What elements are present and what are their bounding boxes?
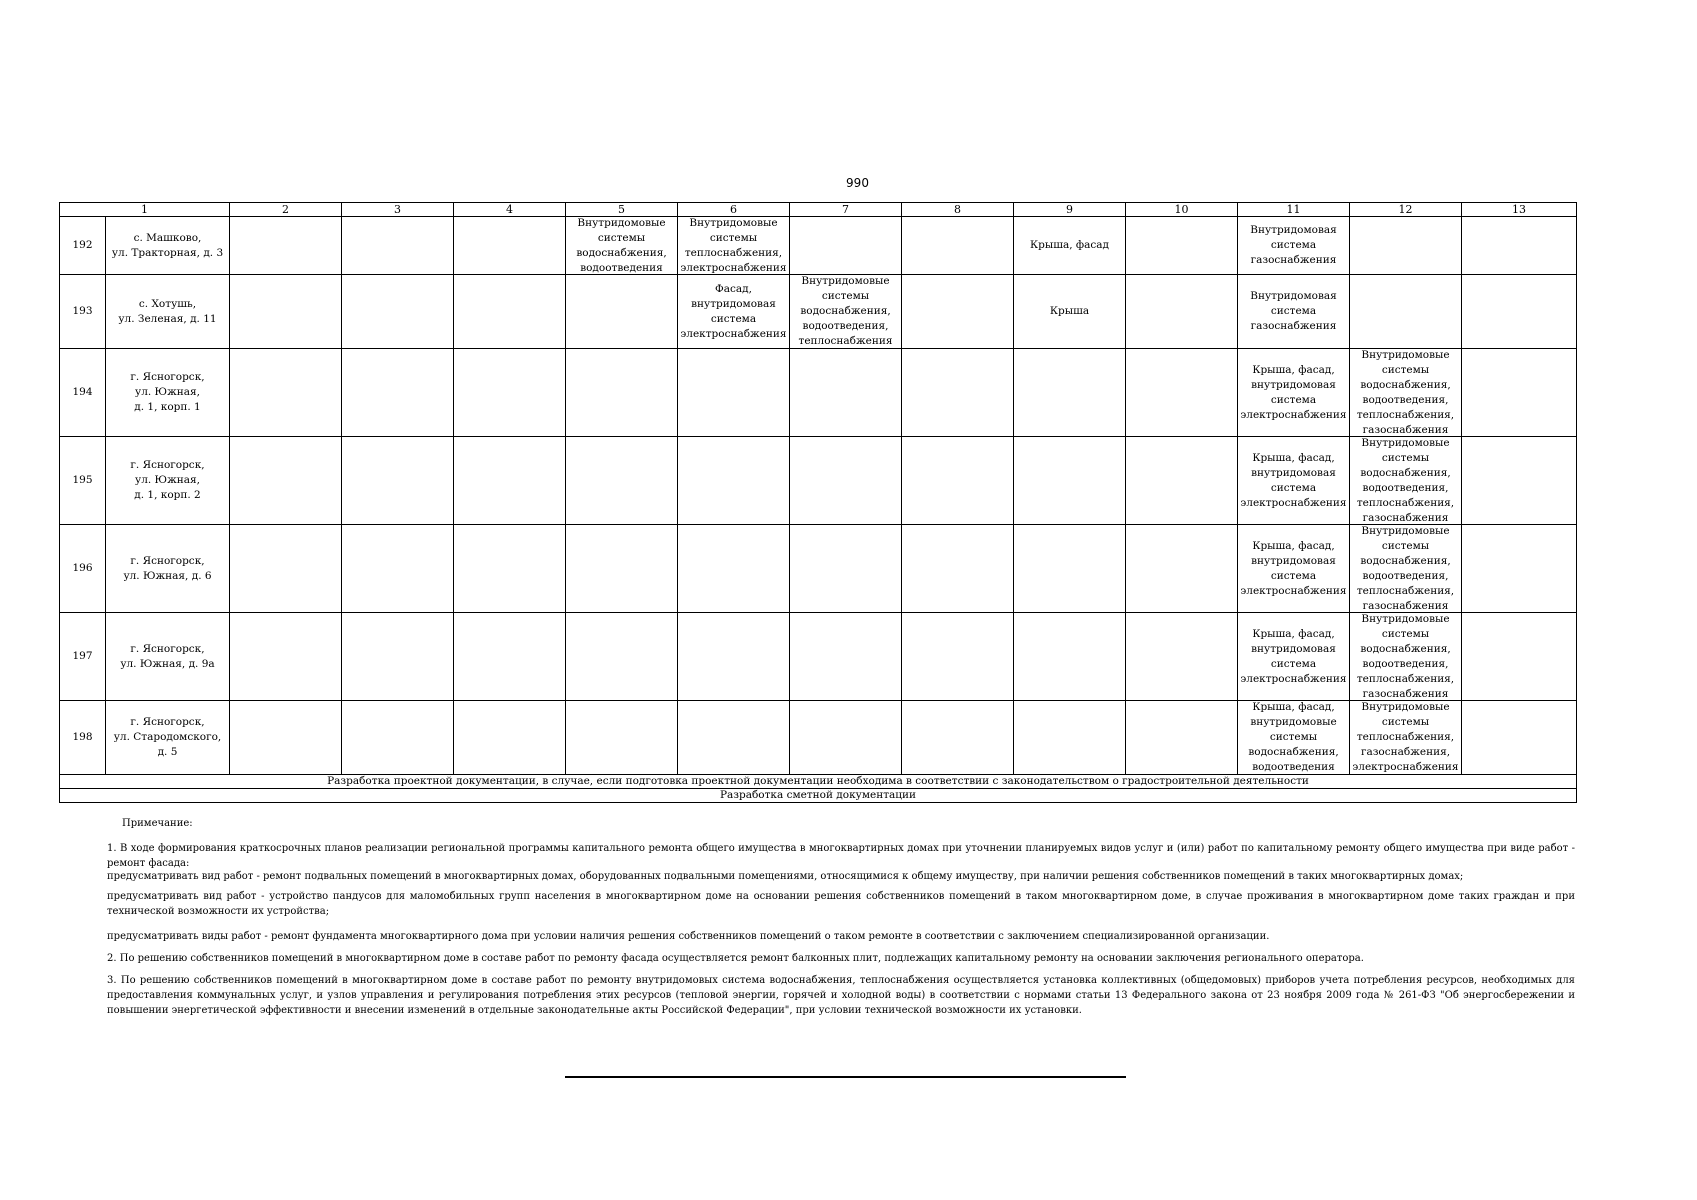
- work-type-cell: [1238, 437, 1350, 525]
- work-type-cell: [1126, 613, 1238, 701]
- work-type-cell: [1462, 613, 1577, 701]
- row-number-cell: [60, 275, 106, 349]
- cell-text: 196: [72, 562, 93, 574]
- work-type-cell: [1014, 349, 1126, 437]
- column-header: 9: [1014, 203, 1126, 217]
- table-footer: [60, 775, 1577, 803]
- cell-text: г. Ясногорск, ул. Южная, д. 1, корп. 2: [130, 459, 205, 501]
- work-type-cell: [678, 525, 790, 613]
- work-type-cell: [790, 525, 902, 613]
- cell-text: 193: [72, 305, 93, 317]
- work-type-cell: [902, 437, 1014, 525]
- row-number-cell: [60, 701, 106, 775]
- page-number: 990: [846, 176, 869, 190]
- cell-text: Крыша, фасад, внутридомовая система электроснабжения: [1240, 627, 1347, 685]
- column-header: 3: [342, 203, 454, 217]
- work-type-cell: [454, 349, 566, 437]
- design-documentation-row: Разработка проектной документации, в случае, если подготовка проектной документации необходима в соответствии с законодательством о градостроительной деятельности: [60, 775, 1577, 789]
- work-type-cell: [1126, 275, 1238, 349]
- work-type-cell: [1462, 349, 1577, 437]
- address-cell: [106, 217, 230, 275]
- cell-text: Крыша, фасад, внутридомовая система электроснабжения: [1240, 451, 1347, 509]
- cell-text: с. Машково, ул. Тракторная, д. 3: [111, 231, 224, 259]
- column-header: 1: [60, 203, 230, 217]
- cell-text: Внутридомовые системы водоснабжения, водоотведения, теплоснабжения, газоснабжения: [1356, 525, 1455, 612]
- note-paragraph: предусматривать вид работ - ремонт подвальных помещений в многоквартирных домах, оборудованных подвальными помещениями, относящимися к общему имуществу, при наличии решения собственников помещений в таких многоквартирных домах;: [107, 871, 1464, 882]
- work-type-cell: [1238, 613, 1350, 701]
- cell-text: Внутридомовые системы теплоснабжения, газоснабжения, электроснабжения: [1352, 701, 1459, 773]
- column-header: 7: [790, 203, 902, 217]
- work-type-cell: [566, 217, 678, 275]
- work-type-cell: [902, 275, 1014, 349]
- address-cell: [106, 613, 230, 701]
- row-number-cell: [60, 349, 106, 437]
- work-type-cell: [1350, 437, 1462, 525]
- work-type-cell: [1126, 701, 1238, 775]
- row-number-cell: [60, 525, 106, 613]
- table-row: [60, 217, 1577, 275]
- work-type-cell: [454, 275, 566, 349]
- work-type-cell: [454, 217, 566, 275]
- work-type-cell: [1238, 701, 1350, 775]
- work-type-cell: [1014, 525, 1126, 613]
- cell-text: Внутридомовая система газоснабжения: [1250, 290, 1337, 332]
- work-type-cell: [790, 275, 902, 349]
- work-type-cell: [1350, 701, 1462, 775]
- cell-text: Внутридомовые системы теплоснабжения, электроснабжения: [680, 217, 787, 274]
- work-type-cell: [566, 613, 678, 701]
- column-header: 11: [1238, 203, 1350, 217]
- notes-heading: Примечание:: [122, 818, 193, 829]
- cell-text: Крыша, фасад, внутридомовая система электроснабжения: [1240, 539, 1347, 597]
- cell-text: Крыша, фасад, внутридомовые системы водоснабжения, водоотведения: [1248, 701, 1339, 773]
- column-header: 4: [454, 203, 566, 217]
- cell-text: Крыша, фасад, внутридомовая система электроснабжения: [1240, 363, 1347, 421]
- column-header: 2: [230, 203, 342, 217]
- cell-text: Внутридомовая система газоснабжения: [1250, 224, 1337, 266]
- cell-text: Внутридомовые системы водоснабжения, водоотведения, теплоснабжения, газоснабжения: [1356, 437, 1455, 524]
- work-type-cell: [1014, 217, 1126, 275]
- note-paragraph: 2. По решению собственников помещений в многоквартирном доме в составе работ по ремонту фасада осуществляется ремонт балконных плит, подлежащих капитальному ремонту на основании заключения регионального оператора.: [107, 953, 1364, 964]
- cell-text: Внутридомовые системы водоснабжения, водоотведения, теплоснабжения: [798, 275, 893, 347]
- work-type-cell: [566, 525, 678, 613]
- work-type-cell: [566, 275, 678, 349]
- work-type-cell: [230, 613, 342, 701]
- work-type-cell: [1350, 217, 1462, 275]
- work-type-cell: [230, 217, 342, 275]
- note-paragraph: 1. В ходе формирования краткосрочных планов реализации региональной программы капитального ремонта общего имущества в многоквартирных домах при уточнении планируемых видов услуг и (или) работ по капитальному ремонту общего имущества при виде работ - ремонт фасада:: [107, 843, 1575, 869]
- work-type-cell: [678, 275, 790, 349]
- note-paragraph: 3. По решению собственников помещений в многоквартирном доме в составе работ по ремонту внутридомовых система водоснабжения, теплоснабжения осуществляется установка коллективных (общедомовых) приборов учета потребления ресурсов, необходимых для предоставления коммунальных услуг, и узлов управления и регулирования потребления этих ресурсов (тепловой энергии, горячей и холодной воды) в соответствии с нормами статьи 13 Федерального закона от 23 ноября 2009 года № 261-ФЗ "Об энергосбережении и повышении энергетической эффективности и внесении изменений в отдельные законодательные акты Российской Федерации", при условии технической возможности их установки.: [107, 975, 1575, 1016]
- work-type-cell: [678, 701, 790, 775]
- work-type-cell: [790, 437, 902, 525]
- work-type-cell: [902, 217, 1014, 275]
- work-type-cell: [790, 701, 902, 775]
- work-type-cell: [902, 349, 1014, 437]
- cell-text: 198: [72, 731, 93, 743]
- table-row: [60, 437, 1577, 525]
- work-type-cell: [1238, 525, 1350, 613]
- work-type-cell: [902, 613, 1014, 701]
- work-type-cell: [1238, 275, 1350, 349]
- work-type-cell: [1126, 349, 1238, 437]
- work-type-cell: [1462, 217, 1577, 275]
- table-row: [60, 613, 1577, 701]
- work-type-cell: [1350, 349, 1462, 437]
- work-type-cell: [1126, 437, 1238, 525]
- work-type-cell: [342, 217, 454, 275]
- work-type-cell: [1238, 349, 1350, 437]
- work-type-cell: [454, 613, 566, 701]
- signature-line: [565, 1076, 1126, 1078]
- row-number-cell: [60, 437, 106, 525]
- row-number-cell: [60, 217, 106, 275]
- address-cell: [106, 437, 230, 525]
- column-header: 12: [1350, 203, 1462, 217]
- table-body: [60, 203, 1577, 775]
- work-type-cell: [1014, 613, 1126, 701]
- work-type-cell: [230, 349, 342, 437]
- cell-text: г. Ясногорск, ул. Южная, д. 9а: [120, 642, 215, 670]
- work-type-cell: [1350, 525, 1462, 613]
- work-type-cell: [1462, 275, 1577, 349]
- work-type-cell: [678, 613, 790, 701]
- table-row: [60, 349, 1577, 437]
- column-header: 10: [1126, 203, 1238, 217]
- column-header: 6: [678, 203, 790, 217]
- work-type-cell: [1462, 701, 1577, 775]
- work-type-cell: [678, 437, 790, 525]
- work-type-cell: [230, 525, 342, 613]
- cell-text: Фасад, внутридомовая система электроснабжения: [680, 282, 787, 340]
- work-type-cell: [1350, 613, 1462, 701]
- work-type-cell: [1238, 217, 1350, 275]
- work-type-cell: [1014, 701, 1126, 775]
- work-type-cell: [1126, 525, 1238, 613]
- work-type-cell: [1462, 437, 1577, 525]
- cell-text: 195: [72, 474, 93, 486]
- cell-text: 194: [72, 386, 93, 398]
- work-type-cell: [230, 437, 342, 525]
- work-type-cell: [566, 701, 678, 775]
- cell-text: 192: [72, 239, 93, 251]
- column-header: 8: [902, 203, 1014, 217]
- cell-text: Крыша: [1049, 305, 1090, 317]
- table-row: [60, 701, 1577, 775]
- capital-repair-table: [59, 202, 1577, 803]
- footer-row: [60, 775, 1577, 789]
- cell-text: Крыша, фасад: [1030, 239, 1109, 251]
- work-type-cell: [454, 437, 566, 525]
- work-type-cell: [902, 701, 1014, 775]
- work-type-cell: [230, 701, 342, 775]
- cell-text: г. Ясногорск, ул. Стародомского, д. 5: [113, 716, 222, 758]
- work-type-cell: [790, 349, 902, 437]
- work-type-cell: [230, 275, 342, 349]
- note-paragraph: предусматривать вид работ - устройство пандусов для маломобильных групп населения в многоквартирном доме на основании решения собственников помещений в таком многоквартирном доме, в случае проживания в многоквартирном доме таких граждан и при технической возможности их устройства;: [107, 891, 1575, 917]
- work-type-cell: [1126, 217, 1238, 275]
- cell-text: г. Ясногорск, ул. Южная, д. 1, корп. 1: [130, 371, 205, 413]
- address-cell: [106, 349, 230, 437]
- work-type-cell: [1350, 275, 1462, 349]
- note-paragraph: предусматривать виды работ - ремонт фундамента многоквартирного дома при условии наличия решения собственников помещений о таком ремонте в соответствии с заключением специализированной организации.: [107, 931, 1270, 942]
- work-type-cell: [566, 349, 678, 437]
- work-type-cell: [342, 525, 454, 613]
- cell-text: Внутридомовые системы водоснабжения, водоотведения, теплоснабжения, газоснабжения: [1356, 349, 1455, 436]
- work-type-cell: [342, 701, 454, 775]
- cell-text: Внутридомовые системы водоснабжения, водоотведения, теплоснабжения, газоснабжения: [1356, 613, 1455, 700]
- cell-text: с. Хотушь, ул. Зеленая, д. 11: [118, 297, 217, 325]
- work-type-cell: [1014, 437, 1126, 525]
- work-type-cell: [790, 217, 902, 275]
- address-cell: [106, 701, 230, 775]
- work-type-cell: [678, 349, 790, 437]
- work-type-cell: [342, 613, 454, 701]
- cell-text: 197: [72, 650, 93, 662]
- work-type-cell: [454, 701, 566, 775]
- column-header: 13: [1462, 203, 1577, 217]
- work-type-cell: [342, 349, 454, 437]
- work-type-cell: [678, 217, 790, 275]
- address-cell: [106, 275, 230, 349]
- work-type-cell: [790, 613, 902, 701]
- cell-text: Внутридомовые системы водоснабжения, водоотведения: [576, 217, 667, 274]
- work-type-cell: [454, 525, 566, 613]
- table-row: [60, 275, 1577, 349]
- work-type-cell: [566, 437, 678, 525]
- work-type-cell: [1462, 525, 1577, 613]
- column-header: 5: [566, 203, 678, 217]
- header-row: [60, 203, 1577, 217]
- address-cell: [106, 525, 230, 613]
- row-number-cell: [60, 613, 106, 701]
- work-type-cell: [1014, 275, 1126, 349]
- table-row: [60, 525, 1577, 613]
- estimate-documentation-row: Разработка сметной документации: [60, 789, 1577, 803]
- work-type-cell: [342, 275, 454, 349]
- cell-text: г. Ясногорск, ул. Южная, д. 6: [123, 554, 212, 582]
- footer-row: [60, 789, 1577, 803]
- work-type-cell: [902, 525, 1014, 613]
- work-type-cell: [342, 437, 454, 525]
